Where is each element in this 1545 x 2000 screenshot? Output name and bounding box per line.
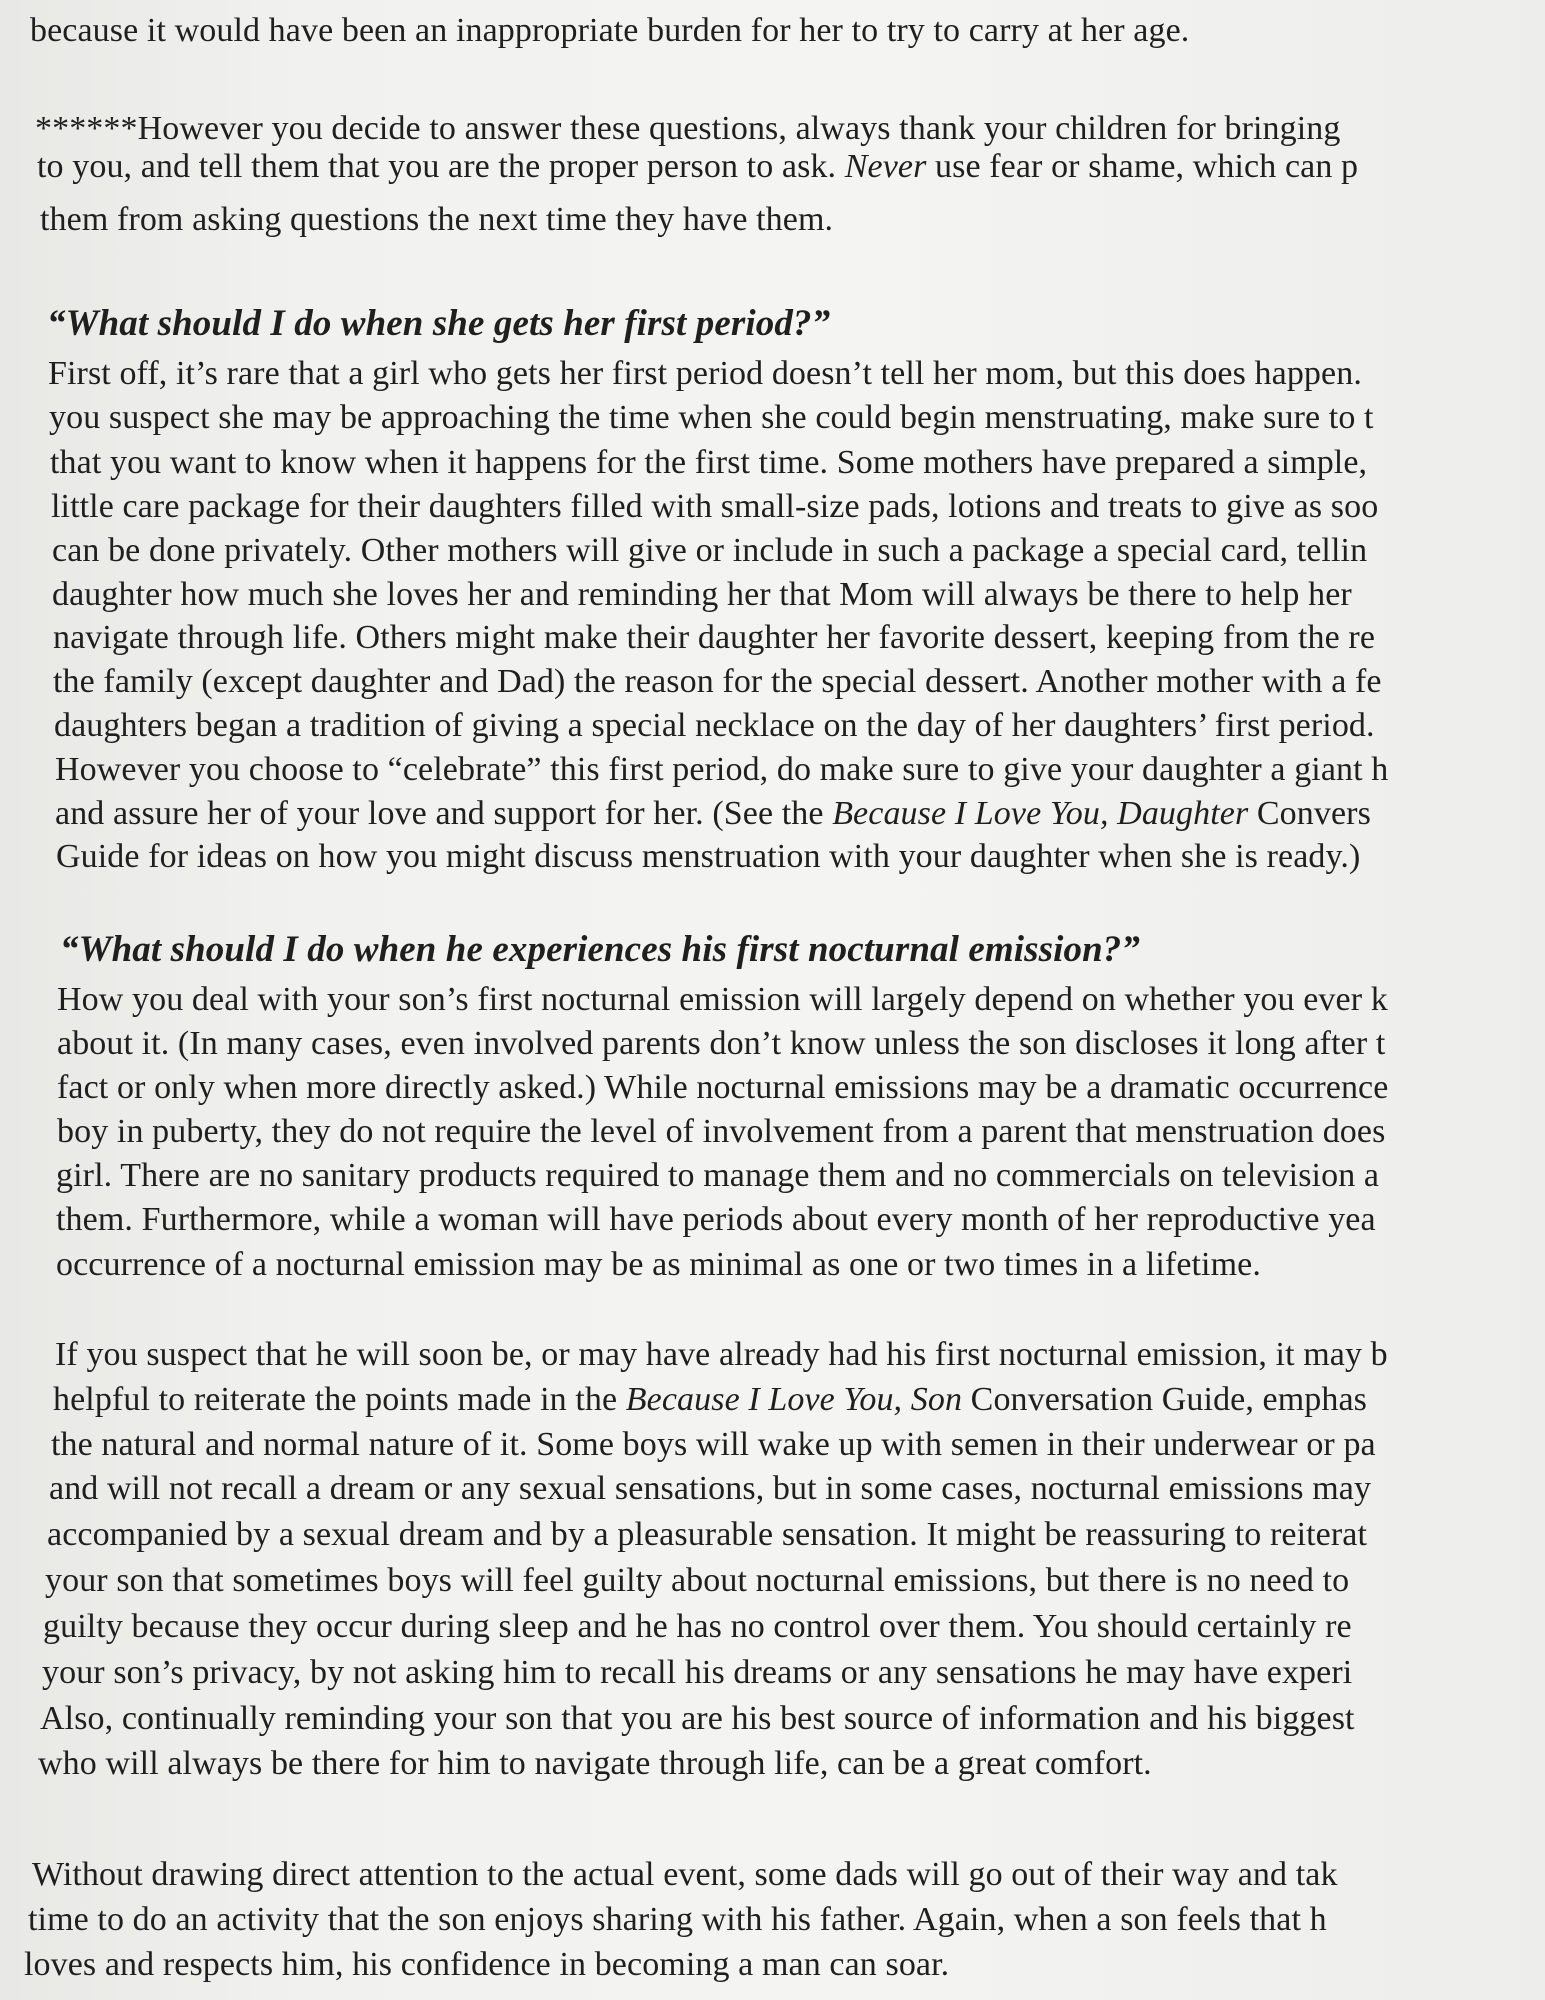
period-line-11-start: and assure her of your love and support for her. (See the <box>55 795 833 832</box>
period-heading: “What should I do when she gets her first period?” <box>47 303 831 344</box>
emission-line-5: girl. There are no sanitary products required to manage them and no commercials on television a <box>56 1157 1380 1194</box>
suspect-line-4: and will not recall a dream or any sexual sensations, but in some cases, nocturnal emissions may <box>49 1470 1372 1507</box>
suspect-line-2-start: helpful to reiterate the points made in the <box>53 1381 626 1418</box>
period-line-10: However you choose to “celebrate” this first period, do make sure to give your daughter a giant h <box>55 751 1389 788</box>
emission-heading: “What should I do when he experiences his first nocturnal emission?” <box>60 929 1140 970</box>
suspect-line-5: accompanied by a sexual dream and by a pleasurable sensation. It might be reassuring to reiterat <box>47 1516 1368 1553</box>
suspect-line-1: If you suspect that he will soon be, or may have already had his first nocturnal emission, it may b <box>55 1336 1388 1373</box>
period-line-9: daughters began a tradition of giving a special necklace on the day of her daughters’ first period. <box>54 707 1375 744</box>
period-line-8: the family (except daughter and Dad) the reason for the special dessert. Another mother with a fe <box>53 663 1382 700</box>
suspect-line-8: your son’s privacy, by not asking him to recall his dreams or any sensations he may have experi <box>42 1654 1353 1691</box>
intro-emphasis-never: Never <box>844 148 927 185</box>
suspect-line-6: your son that sometimes boys will feel guilty about nocturnal emissions, but there is no need to <box>45 1562 1350 1599</box>
period-line-11 <box>55 797 1371 831</box>
suspect-line-2-end: Conversation Guide, emphas <box>962 1381 1368 1418</box>
emission-line-3: fact or only when more directly asked.) While nocturnal emissions may be a dramatic occurrence <box>57 1069 1389 1106</box>
intro-line-0: because it would have been an inappropriate burden for her to try to carry at her age. <box>30 12 1190 49</box>
emission-line-1: How you deal with your son’s first nocturnal emission will largely depend on whether you ever k <box>57 981 1388 1018</box>
suspect-line-10: who will always be there for him to navigate through life, can be a great comfort. <box>38 1745 1152 1782</box>
emission-line-7: occurrence of a nocturnal emission may be as minimal as one or two times in a lifetime. <box>56 1246 1261 1283</box>
period-book-title: Because I Love You, Daughter <box>832 795 1249 832</box>
period-line-6: daughter how much she loves her and reminding her that Mom will always be there to help her <box>52 576 1352 613</box>
suspect-line-7: guilty because they occur during sleep and he has no control over them. You should certainly re <box>43 1608 1352 1645</box>
closing-line-2: time to do an activity that the son enjoys sharing with his father. Again, when a son feels that h <box>28 1901 1327 1938</box>
intro-line-1: ******However you decide to answer these questions, always thank your children for bringing <box>35 110 1341 147</box>
period-line-4: little care package for their daughters filled with small-size pads, lotions and treats to give as soo <box>51 488 1379 525</box>
closing-line-3: loves and respects him, his confidence in becoming a man can soar. <box>24 1946 950 1983</box>
period-line-11-end: Convers <box>1248 795 1371 832</box>
period-line-2: you suspect she may be approaching the time when she could begin menstruating, make sure to t <box>49 399 1374 436</box>
suspect-line-3: the natural and normal nature of it. Some boys will wake up with semen in their underwear or pa <box>51 1426 1376 1463</box>
intro-line-2-end: use fear or shame, which can p <box>926 148 1359 185</box>
closing-line-1: Without drawing direct attention to the actual event, some dads will go out of their way and tak <box>32 1856 1338 1893</box>
suspect-book-title: Because I Love You, Son <box>625 1381 963 1418</box>
period-line-3: that you want to know when it happens for the first time. Some mothers have prepared a simple, <box>50 444 1368 481</box>
period-line-7: navigate through life. Others might make their daughter her favorite dessert, keeping from the re <box>53 619 1376 656</box>
intro-line-2-start: to you, and tell them that you are the proper person to ask. <box>37 148 845 185</box>
period-line-12: Guide for ideas on how you might discuss menstruation with your daughter when she is ready.) <box>56 838 1361 875</box>
emission-line-6: them. Furthermore, while a woman will have periods about every month of her reproductive yea <box>56 1201 1376 1238</box>
suspect-line-2 <box>53 1383 1367 1417</box>
emission-line-2: about it. (In many cases, even involved parents don’t know unless the son discloses it long after t <box>57 1025 1386 1062</box>
intro-line-3: them from asking questions the next time they have them. <box>40 201 834 238</box>
suspect-line-9: Also, continually reminding your son that you are his best source of information and his biggest <box>40 1700 1355 1737</box>
emission-line-4: boy in puberty, they do not require the level of involvement from a parent that menstruation does <box>57 1113 1386 1150</box>
period-line-5: can be done privately. Other mothers will give or include in such a package a special card, tellin <box>52 532 1368 569</box>
intro-line-2 <box>37 150 1358 184</box>
period-line-1: First off, it’s rare that a girl who gets her first period doesn’t tell her mom, but this does happen. <box>48 355 1362 392</box>
